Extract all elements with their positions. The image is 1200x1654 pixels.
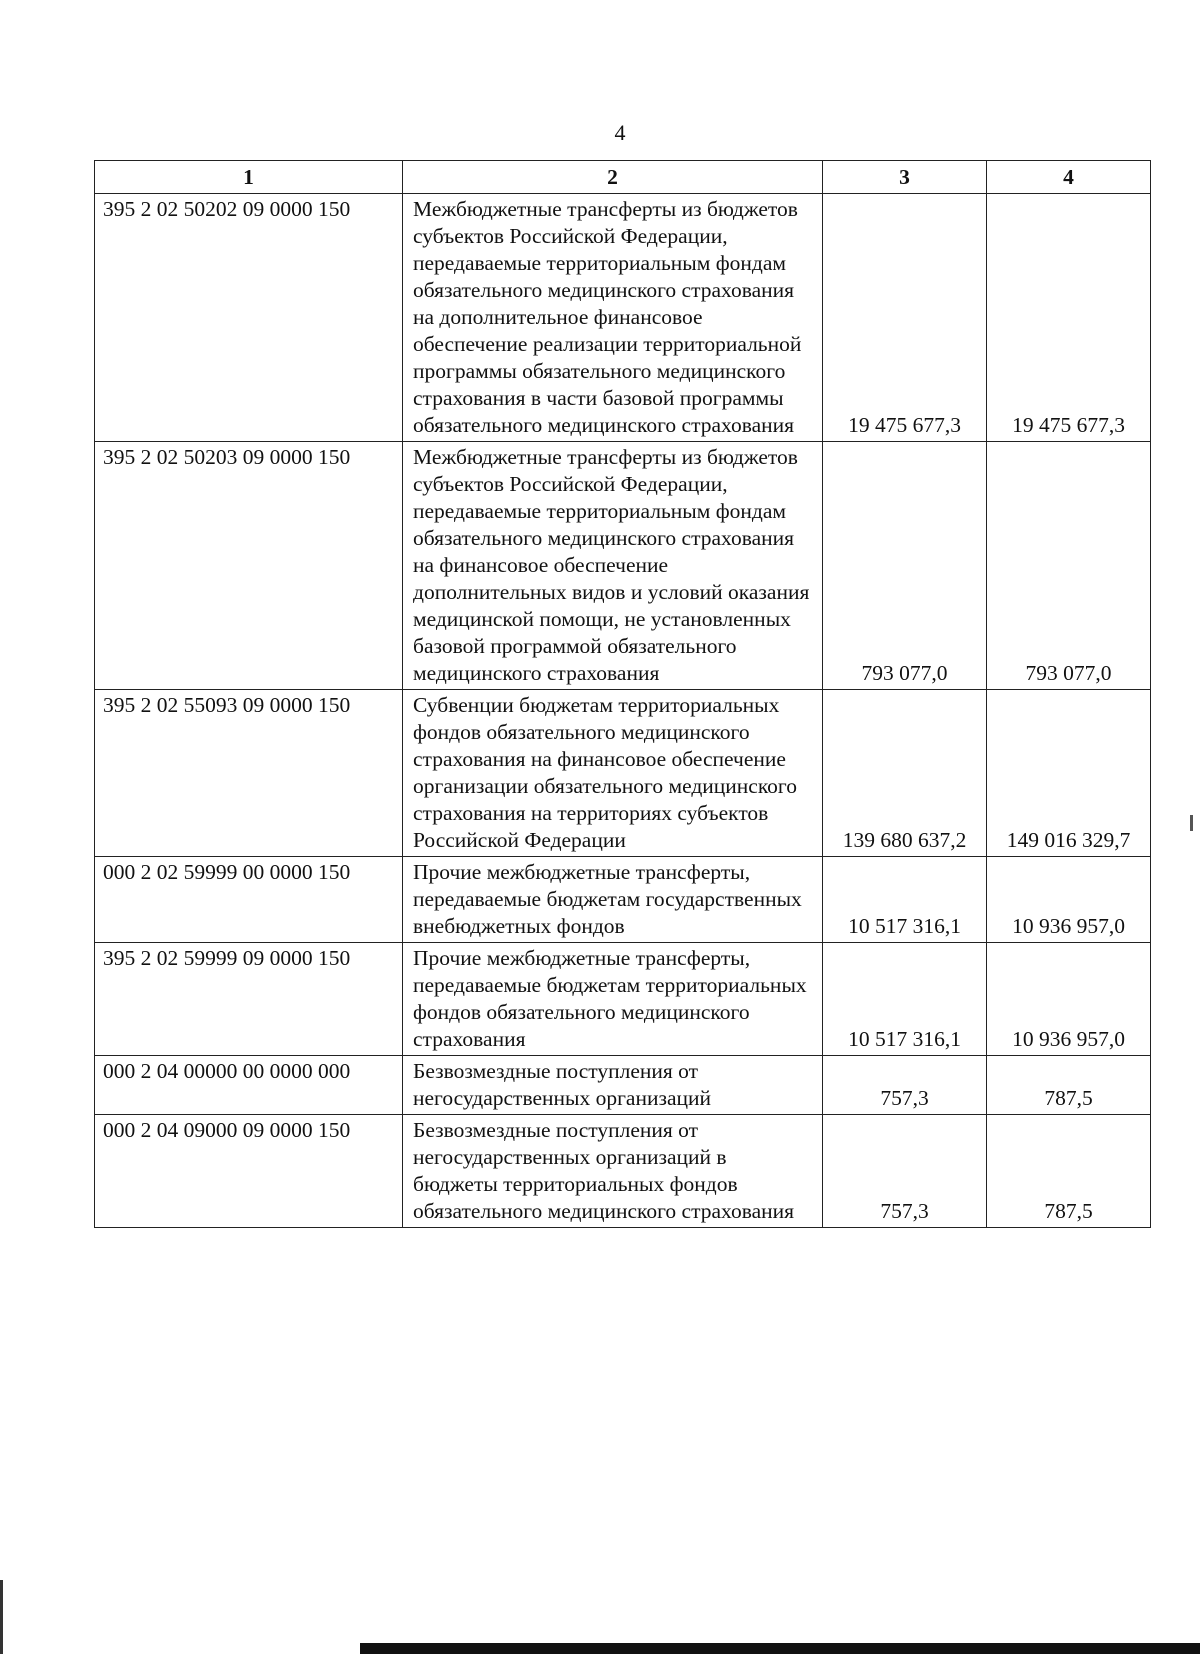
revenue-name-cell: Прочие межбюджетные трансферты, передаваемые бюджетам территориальных фондов обязательного медицинского страхования <box>403 943 823 1056</box>
budget-table <box>94 160 1151 1228</box>
budget-code-cell: 395 2 02 50203 09 0000 150 <box>95 442 403 690</box>
column-header-1: 1 <box>95 161 403 194</box>
budget-code-cell: 395 2 02 55093 09 0000 150 <box>95 690 403 857</box>
budget-code-cell: 000 2 04 09000 09 0000 150 <box>95 1115 403 1228</box>
table-row <box>95 194 1151 442</box>
revenue-name-cell: Субвенции бюджетам территориальных фондов обязательного медицинского страхования на финансовое обеспечение организации обязательного медицинского страхования на территориях субъектов Российской Федерации <box>403 690 823 857</box>
amount-col3-cell: 10 517 316,1 <box>823 943 987 1056</box>
table-row <box>95 442 1151 690</box>
amount-col4-cell: 787,5 <box>987 1056 1151 1115</box>
amount-col3-cell: 757,3 <box>823 1115 987 1228</box>
amount-col4-cell: 787,5 <box>987 1115 1151 1228</box>
table-header-row <box>95 161 1151 194</box>
scan-edge-shadow <box>0 1580 3 1654</box>
amount-col4-cell: 10 936 957,0 <box>987 943 1151 1056</box>
column-header-2: 2 <box>403 161 823 194</box>
table-row <box>95 1056 1151 1115</box>
budget-code-cell: 000 2 02 59999 00 0000 150 <box>95 857 403 943</box>
amount-col3-cell: 19 475 677,3 <box>823 194 987 442</box>
amount-col4-cell: 149 016 329,7 <box>987 690 1151 857</box>
revenue-name-cell: Безвозмездные поступления от негосударственных организаций <box>403 1056 823 1115</box>
scan-bottom-bar <box>360 1643 1200 1654</box>
column-header-4: 4 <box>987 161 1151 194</box>
table-row <box>95 1115 1151 1228</box>
page-number: 4 <box>614 120 626 145</box>
budget-code-cell: 000 2 04 00000 00 0000 000 <box>95 1056 403 1115</box>
revenue-name-cell: Межбюджетные трансферты из бюджетов субъектов Российской Федерации, передаваемые территориальным фондам обязательного медицинского страхования на дополнительное финансовое обеспечение реализации территориальной программы обязательного медицинского страхования в части базовой программы обязательного медицинского страхования <box>403 194 823 442</box>
revenue-name-cell: Прочие межбюджетные трансферты, передаваемые бюджетам государственных внебюджетных фондов <box>403 857 823 943</box>
amount-col4-cell: 793 077,0 <box>987 442 1151 690</box>
table-row <box>95 690 1151 857</box>
amount-col3-cell: 139 680 637,2 <box>823 690 987 857</box>
budget-code-cell: 395 2 02 50202 09 0000 150 <box>95 194 403 442</box>
amount-col4-cell: 19 475 677,3 <box>987 194 1151 442</box>
amount-col3-cell: 757,3 <box>823 1056 987 1115</box>
table-row <box>95 857 1151 943</box>
table-row <box>95 943 1151 1056</box>
revenue-name-cell: Межбюджетные трансферты из бюджетов субъектов Российской Федерации, передаваемые территориальным фондам обязательного медицинского страхования на финансовое обеспечение дополнительных видов и условий оказания медицинской помощи, не установленных базовой программой обязательного медицинского страхования <box>403 442 823 690</box>
amount-col4-cell: 10 936 957,0 <box>987 857 1151 943</box>
scan-mark <box>1190 815 1193 831</box>
column-header-3: 3 <box>823 161 987 194</box>
amount-col3-cell: 10 517 316,1 <box>823 857 987 943</box>
revenue-name-cell: Безвозмездные поступления от негосударственных организаций в бюджеты территориальных фондов обязательного медицинского страхования <box>403 1115 823 1228</box>
amount-col3-cell: 793 077,0 <box>823 442 987 690</box>
budget-code-cell: 395 2 02 59999 09 0000 150 <box>95 943 403 1056</box>
